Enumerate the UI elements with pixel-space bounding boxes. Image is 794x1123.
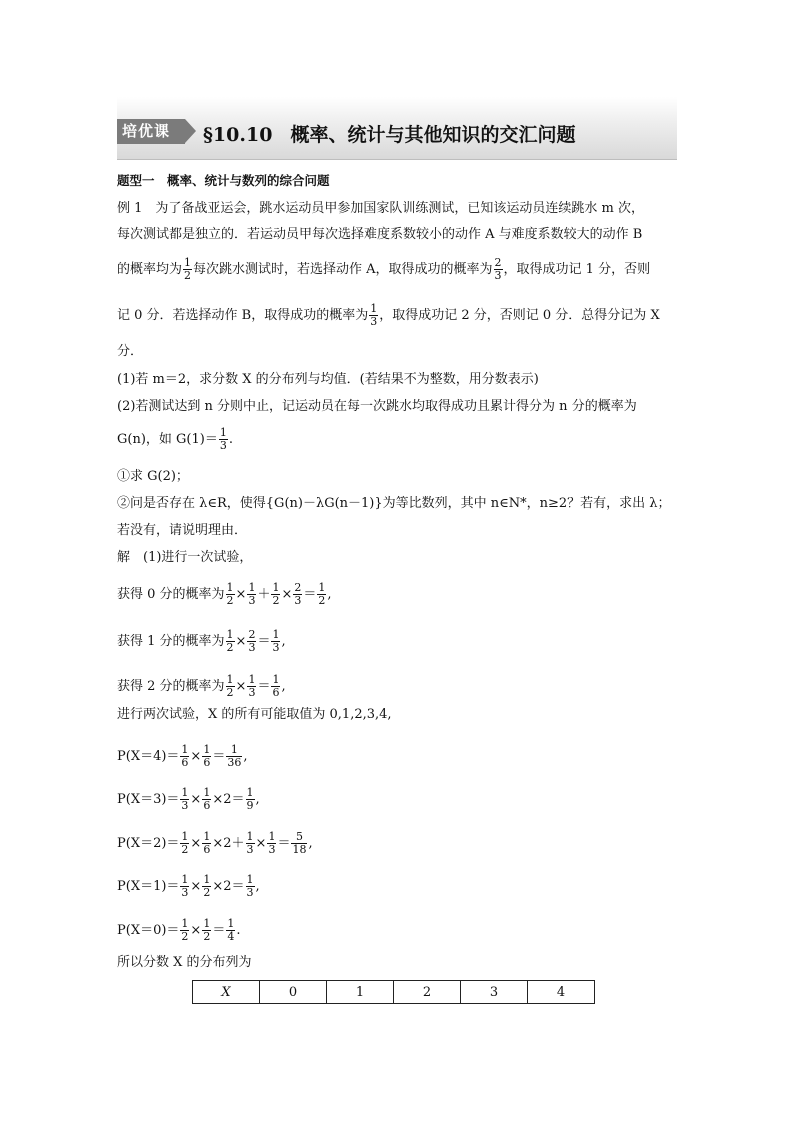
fraction xyxy=(183,257,192,282)
denominator: 3 xyxy=(494,269,502,282)
equals: ＝ xyxy=(257,634,271,649)
fraction xyxy=(180,744,189,769)
text: G(n)，如 G(1)＝ xyxy=(117,432,218,447)
numerator: 1 xyxy=(219,426,227,439)
denominator: 3 xyxy=(248,594,256,607)
numerator: 1 xyxy=(227,917,235,930)
problem-line-2: 每次测试都是独立的．若运动员甲每次选择难度系数较小的动作 A 与难度系数较大的动作 B xyxy=(117,227,643,242)
times: × xyxy=(190,879,202,894)
number: 2 xyxy=(223,879,232,894)
fraction xyxy=(291,831,307,856)
denominator: 3 xyxy=(272,641,280,654)
denominator: 2 xyxy=(203,930,211,943)
numerator: 1 xyxy=(246,786,254,799)
numerator: 1 xyxy=(181,830,189,843)
section-heading xyxy=(117,173,330,189)
denominator: 2 xyxy=(226,594,234,607)
denominator: 3 xyxy=(370,315,378,328)
fraction xyxy=(180,831,189,856)
denominator: 6 xyxy=(272,686,280,699)
section-label: 题型一 xyxy=(117,173,155,188)
numerator: 1 xyxy=(246,873,254,886)
numerator: 1 xyxy=(181,743,189,756)
text: P(X＝2)＝ xyxy=(117,836,180,851)
problem-line-4 xyxy=(117,303,660,328)
fraction xyxy=(226,582,235,607)
p0-line xyxy=(117,582,332,607)
denominator: 6 xyxy=(203,843,211,856)
numerator: 1 xyxy=(246,830,254,843)
numerator: 1 xyxy=(181,786,189,799)
px3-line xyxy=(117,787,260,812)
header-underline xyxy=(117,159,677,160)
fraction xyxy=(271,674,280,699)
times: × xyxy=(190,836,202,851)
denominator: 2 xyxy=(181,930,189,943)
px2-line xyxy=(117,831,313,856)
denominator: 9 xyxy=(246,799,254,812)
denominator: 3 xyxy=(248,641,256,654)
denominator: 2 xyxy=(226,641,234,654)
times: × xyxy=(190,923,202,938)
times: × xyxy=(212,879,224,894)
text: ，取得成功记 1 分，否则 xyxy=(503,262,651,277)
problem-line-5: 分． xyxy=(117,344,144,359)
equals: ＝ xyxy=(212,923,226,938)
table-cell: 0 xyxy=(260,981,327,1004)
fraction xyxy=(369,303,378,328)
equals: ＝ xyxy=(257,679,271,694)
text: 记 0 分．若选择动作 B，取得成功的概率为 xyxy=(117,308,369,323)
plus: ＋ xyxy=(231,836,245,851)
times: × xyxy=(281,587,293,602)
times: × xyxy=(190,749,202,764)
fraction xyxy=(180,874,189,899)
equals: ＝ xyxy=(277,836,291,851)
denominator: 6 xyxy=(203,756,211,769)
fraction xyxy=(271,582,280,607)
p1-line xyxy=(117,629,286,654)
problem-line-1: 例 1 为了备战亚运会，跳水运动员甲参加国家队训练测试，已知该运动员连续跳水 m 次， xyxy=(117,201,644,216)
numerator: 1 xyxy=(226,744,242,757)
fraction xyxy=(202,787,211,812)
fraction xyxy=(267,831,276,856)
table-cell: X xyxy=(193,981,260,1004)
numerator: 1 xyxy=(318,581,326,594)
numerator: 1 xyxy=(181,873,189,886)
px0-line xyxy=(117,918,240,943)
fraction xyxy=(246,831,255,856)
question-2-1: ①求 G(2)； xyxy=(117,469,189,484)
numerator: 1 xyxy=(203,917,211,930)
title-text: 概率、统计与其他知识的交汇问题 xyxy=(290,124,576,146)
comma: , xyxy=(281,679,286,694)
numerator: 1 xyxy=(203,786,211,799)
plus: ＋ xyxy=(257,587,271,602)
times: × xyxy=(235,587,247,602)
fraction xyxy=(271,629,280,654)
times: × xyxy=(235,634,247,649)
times: × xyxy=(190,792,202,807)
text: P(X＝3)＝ xyxy=(117,792,180,807)
two-trials: 进行两次试验，X 的所有可能取值为 0,1,2,3,4, xyxy=(117,707,392,722)
question-1: (1)若 m＝2，求分数 X 的分布列与均值．(若结果不为整数，用分数表示) xyxy=(117,372,539,387)
denominator: 3 xyxy=(294,594,302,607)
fraction xyxy=(226,674,235,699)
numerator: 5 xyxy=(291,831,307,844)
equals: ＝ xyxy=(212,749,226,764)
fraction xyxy=(226,918,235,943)
text: P(X＝4)＝ xyxy=(117,749,180,764)
numerator: 1 xyxy=(248,581,256,594)
numerator: 1 xyxy=(268,830,276,843)
text: 获得 0 分的概率为 xyxy=(117,587,225,602)
dist-intro: 所以分数 X 的分布列为 xyxy=(117,955,252,970)
fraction xyxy=(219,427,228,452)
fraction xyxy=(246,787,255,812)
denominator: 2 xyxy=(272,594,280,607)
fraction xyxy=(202,918,211,943)
fraction xyxy=(317,582,326,607)
times: × xyxy=(212,836,224,851)
numerator: 1 xyxy=(272,628,280,641)
denominator: 2 xyxy=(184,269,192,282)
table-row xyxy=(193,981,595,1004)
fraction xyxy=(180,918,189,943)
denominator: 3 xyxy=(181,886,189,899)
numerator: 1 xyxy=(226,673,234,686)
question-2-g xyxy=(117,427,233,452)
problem-line-3 xyxy=(117,257,650,282)
section-code: §10.10 xyxy=(203,124,273,146)
numerator: 1 xyxy=(370,302,378,315)
comma: , xyxy=(255,879,260,894)
fraction xyxy=(494,257,503,282)
table-cell: 4 xyxy=(528,981,595,1004)
denominator: 2 xyxy=(181,843,189,856)
table-cell: 1 xyxy=(327,981,394,1004)
fraction xyxy=(246,874,255,899)
solution-start: 解 (1)进行一次试验， xyxy=(117,550,253,565)
numerator: 1 xyxy=(203,743,211,756)
numerator: 1 xyxy=(181,917,189,930)
px1-line xyxy=(117,874,260,899)
fraction xyxy=(247,674,256,699)
fraction xyxy=(202,874,211,899)
denominator: 2 xyxy=(226,686,234,699)
text: P(X＝1)＝ xyxy=(117,879,180,894)
question-2-2b: 若没有，请说明理由． xyxy=(117,523,248,538)
section-title: 概率、统计与数列的综合问题 xyxy=(167,173,330,188)
numerator: 1 xyxy=(203,830,211,843)
denominator: 3 xyxy=(246,843,254,856)
denominator: 3 xyxy=(246,886,254,899)
text: . xyxy=(228,432,233,447)
denominator: 4 xyxy=(227,930,235,943)
denominator: 18 xyxy=(292,843,307,856)
numerator: 2 xyxy=(294,581,302,594)
fraction xyxy=(202,831,211,856)
denominator: 6 xyxy=(181,756,189,769)
denominator: 3 xyxy=(181,799,189,812)
numerator: 1 xyxy=(184,256,192,269)
denominator: 3 xyxy=(219,439,227,452)
comma: , xyxy=(281,634,286,649)
numerator: 1 xyxy=(226,628,234,641)
text: 获得 2 分的概率为 xyxy=(117,679,225,694)
table-cell: 2 xyxy=(394,981,461,1004)
fraction xyxy=(180,787,189,812)
fraction xyxy=(247,582,256,607)
numerator: 1 xyxy=(226,581,234,594)
numerator: 1 xyxy=(203,873,211,886)
fraction xyxy=(293,582,302,607)
comma: , xyxy=(308,836,313,851)
text: ，取得成功记 2 分，否则记 0 分．总得分记为 X xyxy=(379,308,660,323)
denominator: 6 xyxy=(203,799,211,812)
question-2-2: ②问是否存在 λ∈R，使得{G(n)－λG(n－1)}为等比数列，其中 n∈N*，n≥2？若有，求出 λ； xyxy=(117,496,671,511)
denominator: 3 xyxy=(268,843,276,856)
px4-line xyxy=(117,744,247,769)
page-title xyxy=(203,120,575,147)
distribution-table xyxy=(192,980,595,1004)
numerator: 1 xyxy=(272,581,280,594)
question-2: (2)若测试达到 n 分则中止，记运动员在每一次跳水均取得成功且累计得分为 n 分的概率为 xyxy=(117,399,637,414)
fraction xyxy=(226,744,242,769)
period: . xyxy=(236,923,241,938)
fraction xyxy=(226,629,235,654)
denominator: 2 xyxy=(318,594,326,607)
comma: , xyxy=(243,749,248,764)
lesson-badge: 培优课 xyxy=(117,119,185,144)
table-cell: 3 xyxy=(461,981,528,1004)
equals: ＝ xyxy=(231,879,245,894)
comma: , xyxy=(327,587,332,602)
fraction xyxy=(202,744,211,769)
denominator: 2 xyxy=(203,886,211,899)
text: 每次跳水测试时，若选择动作 A，取得成功的概率为 xyxy=(193,262,493,277)
numerator: 1 xyxy=(248,673,256,686)
comma: , xyxy=(255,792,260,807)
numerator: 2 xyxy=(248,628,256,641)
number: 2 xyxy=(223,792,232,807)
number: 2 xyxy=(223,836,232,851)
text: P(X＝0)＝ xyxy=(117,923,180,938)
times: × xyxy=(255,836,267,851)
fraction xyxy=(247,629,256,654)
text: 获得 1 分的概率为 xyxy=(117,634,225,649)
denominator: 3 xyxy=(248,686,256,699)
times: × xyxy=(212,792,224,807)
numerator: 1 xyxy=(272,673,280,686)
equals: ＝ xyxy=(303,587,317,602)
denominator: 36 xyxy=(227,756,242,769)
numerator: 2 xyxy=(494,256,502,269)
text: 的概率均为 xyxy=(117,262,183,277)
equals: ＝ xyxy=(231,792,245,807)
p2-line xyxy=(117,674,286,699)
times: × xyxy=(235,679,247,694)
